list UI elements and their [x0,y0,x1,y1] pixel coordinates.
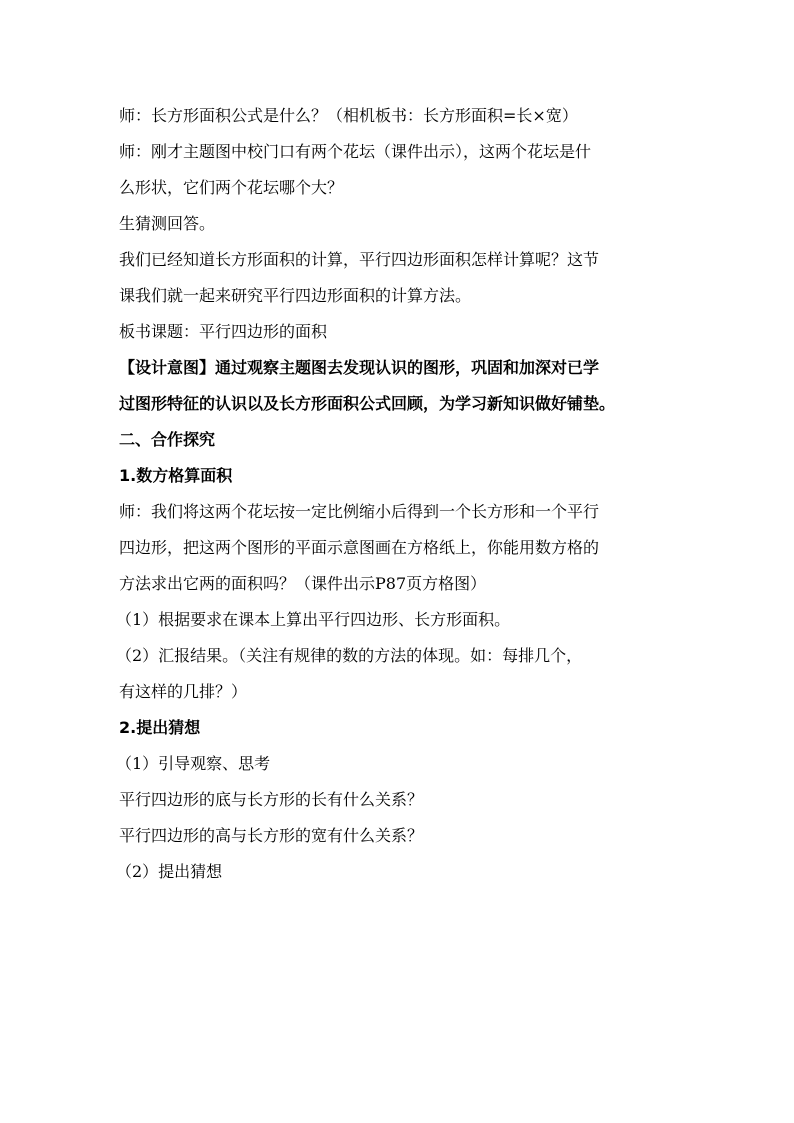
subsection-heading-2: 2.提出猜想 [119,718,201,737]
text-line-20: 平行四边形的底与长方形的长有什么关系？ [119,790,424,809]
design-intent-line-2: 过图形特征的认识以及长方形面积公式回顾，为学习新知识做好铺垫。 [119,394,616,413]
list-item-4: （2）提出猜想 [116,862,223,881]
subsection-heading-1: 1.数方格算面积 [119,466,233,485]
text-line-6: 课我们就一起来研究平行四边形面积的计算方法。 [119,286,472,305]
text-line-13: 四边形，把这两个图形的平面示意图画在方格纸上，你能用数方格的 [119,538,600,557]
list-item-1: （1）根据要求在课本上算出平行四边形、长方形面积。 [116,610,511,629]
list-item-3: （1）引导观察、思考 [116,754,271,773]
text-line-7: 板书课题：平行四边形的面积 [119,322,328,341]
text-line-3: 么形状，它们两个花坛哪个大？ [119,178,344,197]
text-line-4: 生猜测回答。 [119,214,216,233]
text-line-14: 方法求出它两的面积吗？（课件出示P87页方格图） [119,574,487,593]
list-item-2: （2）汇报结果。（关注有规律的数的方法的体现。如：每排几个， [116,646,583,665]
text-line-5: 我们已经知道长方形面积的计算，平行四边形面积怎样计算呢？这节 [119,250,600,269]
text-line-12: 师：我们将这两个花坛按一定比例缩小后得到一个长方形和一个平行 [119,502,600,521]
design-intent-line-1: 【设计意图】通过观察主题图去发现认识的图形，巩固和加深对已学 [119,358,600,377]
text-line-1: 师：长方形面积公式是什么？（相机板书：长方形面积=长×宽） [119,106,578,125]
document-page [116,98,684,890]
text-line-17: 有这样的几排？） [119,682,248,701]
text-line-21: 平行四边形的高与长方形的宽有什么关系？ [119,826,424,845]
text-line-2: 师：刚才主题图中校门口有两个花坛（课件出示），这两个花坛是什 [119,142,592,161]
section-heading: 二、合作探究 [119,430,216,449]
